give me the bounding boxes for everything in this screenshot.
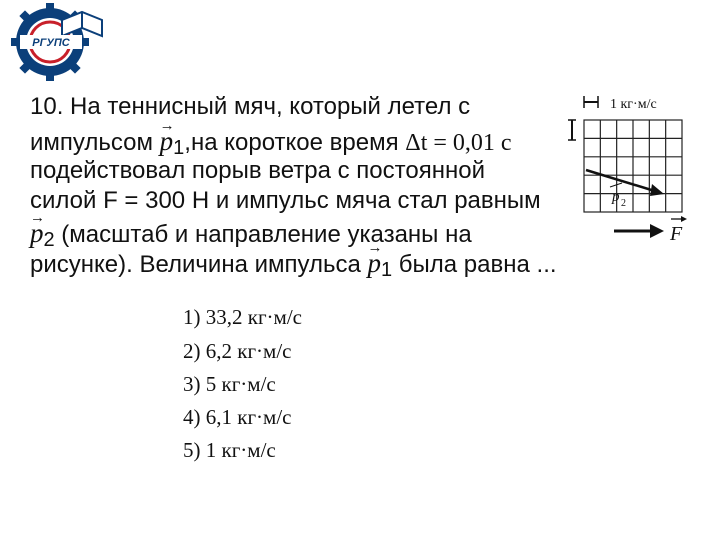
p2-subscript: 2 xyxy=(43,229,55,251)
problem-line-6 xyxy=(30,250,557,283)
p1-subscript: 1 xyxy=(381,259,393,281)
p2-vector-symbol: → p xyxy=(30,220,44,248)
p1-vector-symbol: → p xyxy=(160,128,174,156)
delta-t-value: Δt = 0,01 с xyxy=(405,130,512,156)
p2-arrow xyxy=(586,170,664,196)
problem-line-4 xyxy=(30,188,541,214)
p2-label-subscript: 2 xyxy=(621,198,626,209)
scale-label: 1 кг·м/с xyxy=(610,97,657,112)
problem-text: рисунке). Величина импульса xyxy=(30,251,368,278)
problem-line-5 xyxy=(30,220,472,253)
problem-text: На теннисный мяч, который летел с xyxy=(70,93,471,120)
problem-text: силой F = 300 Н и импульс мяча стал равным xyxy=(30,187,541,214)
force-arrow xyxy=(614,224,664,238)
answer-option-5[interactable]: 5) 1 кг·м/с xyxy=(183,438,276,462)
answer-option-4[interactable]: 4) 6,1 кг·м/с xyxy=(183,405,292,429)
problem-text: (масштаб и направление указаны на xyxy=(54,221,472,248)
problem-text: ,на короткое время xyxy=(184,129,406,156)
problem-line-1 xyxy=(30,94,470,120)
problem-text: была равна ... xyxy=(392,251,557,278)
p1-subscript: 1 xyxy=(173,137,185,159)
answer-option-3[interactable]: 3) 5 кг·м/с xyxy=(183,372,276,396)
p1-vector-symbol: → p xyxy=(368,250,382,278)
logo-text: РГУПС xyxy=(32,37,70,49)
answer-option-1[interactable]: 1) 33,2 кг·м/с xyxy=(183,305,302,329)
grid xyxy=(584,120,682,212)
problem-text: подействовал порыв ветра с постоянной xyxy=(30,157,485,184)
p2-label: p xyxy=(612,189,620,205)
vector-grid-figure xyxy=(566,88,716,248)
problem-line-3 xyxy=(30,158,485,184)
answer-option-2[interactable]: 2) 6,2 кг·м/с xyxy=(183,339,292,363)
force-label: F xyxy=(670,223,683,245)
problem-number: 10. xyxy=(30,93,64,120)
university-logo xyxy=(2,2,112,82)
problem-text: импульсом xyxy=(30,129,160,156)
